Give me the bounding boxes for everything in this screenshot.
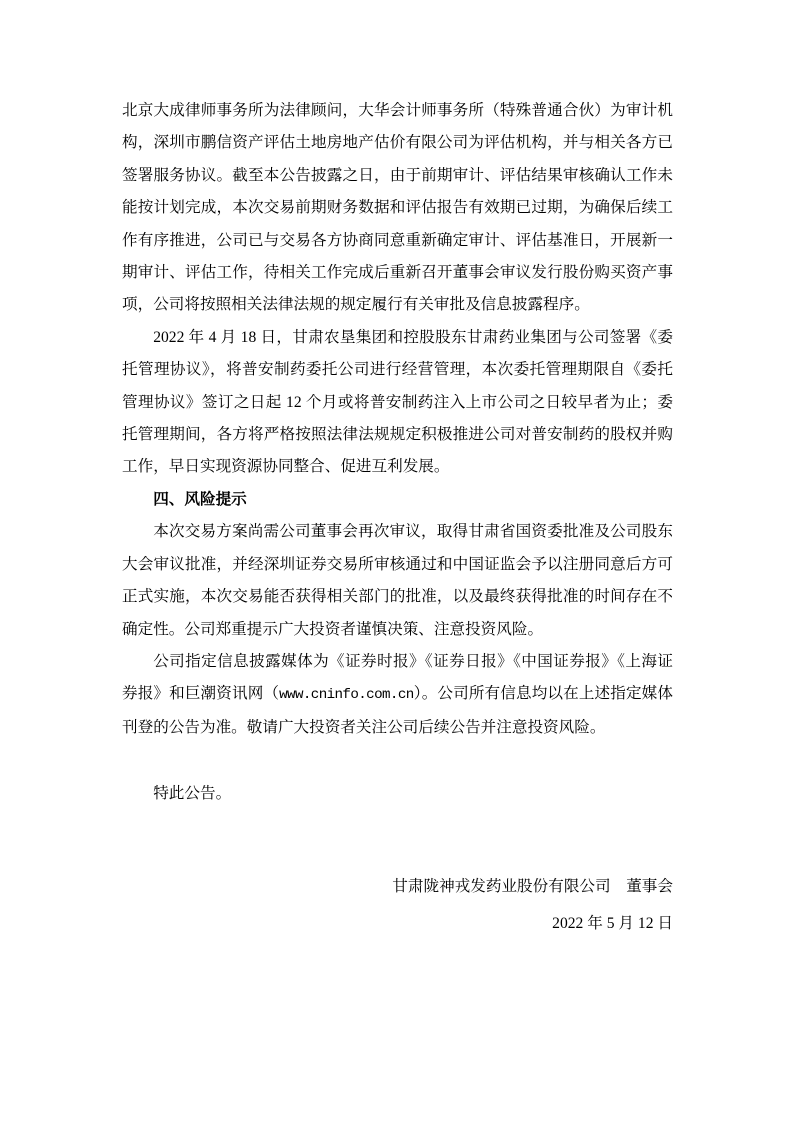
signature-date: 2022 年 5 月 12 日 bbox=[552, 914, 673, 932]
paragraph-intermediaries-continuation: 北京大成律师事务所为法律顾问，大华会计师事务所（特殊普通合伙）为审计机构，深圳市鹏信资产评估土地房地产估价有限公司为评估机构，并与相关各方已签署服务协议。截至本公告披露之日，由于前期审计、评估结果审核确认工作未能按计划完成，本次交易前期财务数据和评估报告有效期已过期，为确保后续工作有序推进，公司已与交易各方协商同意重新确定审计、评估基准日，开展新一期审计、评估工作，待相关工作完成后重新召开董事会审议发行股份购买资产事项，公司将按照相关法律法规的规定履行有关审批及信息披露程序。 bbox=[122, 102, 673, 314]
disclosure-media-text-after-url: ）。公司所有信息均以在上述指定媒体刊登的公告为准。敬请广大投资者关注公司后续公告并注意投资风险。 bbox=[122, 685, 673, 736]
section-heading-risk-notice: 四、风险提示 bbox=[153, 490, 247, 508]
paragraph-entrusted-management: 2022 年 4 月 18 日，甘肃农垦集团和控股股东甘肃药业集团与公司签署《委托管理协议》，将普安制药委托公司进行经营管理，本次委托管理期限自《委托管理协议》签订之日起 12 个月或将普安制药注入上市公司之日较早者为止；委托管理期间，各方将严格按照法律法规规定积极推进公司对普安制药的股权并购工作，早日实现资源协同整合、促进互利发展。 bbox=[122, 328, 673, 476]
cninfo-website-url: www.cninfo.com.cn bbox=[279, 687, 414, 704]
paragraph-risk-approval: 本次交易方案尚需公司董事会再次审议，取得甘肃省国资委批准及公司股东大会审议批准，并经深圳证券交易所审核通过和中国证监会予以注册同意后方可正式实施，本次交易能否获得相关部门的批准，以及最终获得批准的时间存在不确定性。公司郑重提示广大投资者谨慎决策、注意投资风险。 bbox=[122, 523, 673, 638]
disclosure-media-text-before-url: 公司指定信息披露媒体为《证券时报》《证券日报》《中国证券报》《上海证券报》和巨潮资讯网（ bbox=[122, 652, 673, 703]
paragraph-disclosure-media bbox=[122, 646, 673, 744]
signature-block bbox=[122, 871, 673, 941]
announcement-body bbox=[122, 95, 673, 940]
signature-company-board: 甘肃陇神戎发药业股份有限公司 董事会 bbox=[392, 877, 673, 895]
closing-statement: 特此公告。 bbox=[153, 785, 232, 803]
